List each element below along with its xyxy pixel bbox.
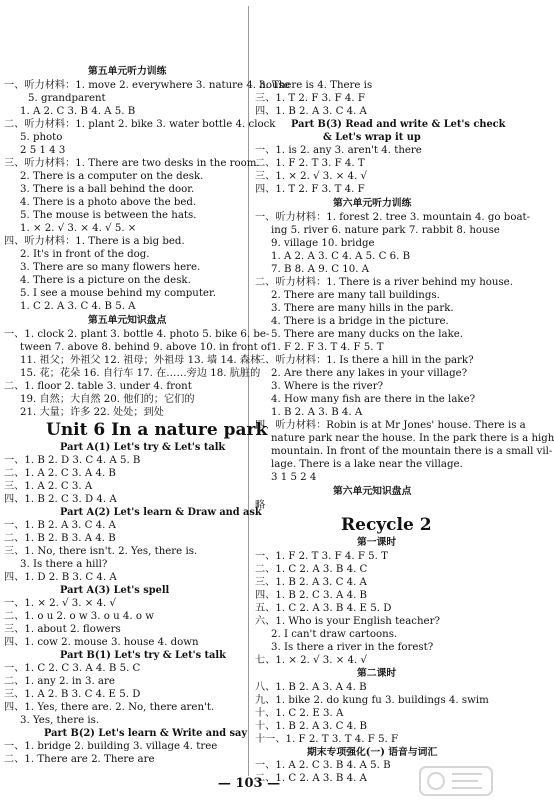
answer-line: 11. 祖父；外祖父 12. 祖母；外祖母 13. 墙 14. 森林 (20, 355, 261, 366)
section-title: 第六单元知识盘点 (333, 486, 412, 497)
unit-title: Unit 6 In a nature park (46, 420, 268, 440)
part-title: Part B(2) Let's learn & Write and say (44, 728, 248, 739)
part-title: Part A(1) Let's try & Let's talk (60, 442, 226, 453)
answer-line: 三、1. A 2. B 3. C 4. E 5. D (4, 689, 141, 700)
answer-line: lage. There is a lake near the village. (271, 459, 463, 470)
answer-line: 四、1. D 2. B 3. C 4. A (4, 572, 117, 583)
answer-line: 三、听力材料：1. There are two desks in the room. (4, 158, 260, 169)
answer-line: 2. It's in front of the dog. (20, 249, 150, 260)
answer-line: 3. Is there a hill? (20, 559, 108, 570)
section-title: 期末专项强化(一) 语音与词汇 (307, 747, 438, 758)
answer-line: 2. There is a computer on the desk. (20, 171, 204, 182)
answer-line: 二、1. B 2. B 3. A 4. B (4, 533, 116, 544)
watermark-logo-icon (418, 764, 494, 798)
answer-line: ing 5. river 6. nature park 7. rabbit 8. house (271, 225, 500, 236)
answer-line: 2. I can't draw cartoons. (271, 629, 398, 640)
answer-line: 四、1. B 2. C 3. A 4. B (255, 590, 368, 601)
answer-line: 二、1. o u 2. o w 3. o u 4. o w (4, 611, 154, 622)
page-number: — 103 — (217, 776, 281, 791)
answer-line: 1. A 2. A 3. C 4. A 5. C 6. B (271, 251, 411, 262)
part-title: Part A(3) Let's spell (60, 585, 170, 596)
answer-line: 二、1. floor 2. table 3. under 4. front (4, 381, 192, 392)
answer-line: 三、1. No, there isn't. 2. Yes, there is. (4, 546, 198, 557)
part-title: & Let's wrap it up (323, 132, 421, 143)
answer-line: tween 7. above 8. behind 9. above 10. in front of (20, 342, 271, 353)
answer-line: 5. I see a mouse behind my computer. (20, 288, 216, 299)
part-title: Part B(3) Read and write & Let's check (291, 119, 506, 130)
answer-line: 三、听力材料：1. Is there a hill in the park? (255, 355, 474, 366)
answer-line: 4. How many fish are there in the lake? (271, 394, 476, 405)
answer-line: 十、1. B 2. A 3. C 4. B (255, 721, 368, 732)
answer-line: 4. There is a photo above the bed. (20, 197, 197, 208)
section-title: 第五单元听力训练 (88, 66, 167, 77)
answer-line: 一、1. B 2. D 3. C 4. A 5. B (4, 455, 141, 466)
answer-line: 一、1. × 2. √ 3. × 4. √ (4, 598, 116, 609)
answer-line: 四、1. Yes, there are. 2. No, there aren't. (4, 702, 215, 713)
answer-line: 四、1. T 2. F 3. T 4. F (255, 184, 365, 195)
answer-line: 7. B 8. A 9. C 10. A (271, 264, 370, 275)
answer-line: 一、1. A 2. C 3. B 4. A 5. B (255, 760, 391, 771)
answer-line: 三、1. A 2. C 3. A (4, 481, 93, 492)
answer-line: 十一、1. F 2. T 3. T 4. F 5. F (255, 734, 399, 745)
recycle-title: Recycle 2 (341, 515, 432, 535)
answer-line: 2. There are many tall buildings. (271, 290, 440, 301)
answer-line: 二、1. C 2. A 3. B 4. A (255, 773, 367, 784)
answer-line: 三、1. T 2. F 3. F 4. F (255, 93, 365, 104)
answer-line: 十、1. C 2. E 3. A (255, 708, 344, 719)
part-title: Part A(2) Let's learn & Draw and ask (60, 507, 262, 518)
answer-line: nature park near the house. In the park there is a high (271, 433, 554, 444)
section-title: 第六单元听力训练 (333, 198, 412, 209)
answer-line: 1. F 2. F 3. T 4. F 5. T (271, 342, 384, 353)
answer-line: 四、1. cow 2. mouse 3. house 4. down (4, 637, 199, 648)
answer-line: 二、1. C 2. A 3. B 4. C (255, 564, 368, 575)
answer-line: 三、1. about 2. flowers (4, 624, 121, 635)
answer-line: mountain. In front of the mountain there is a small vil- (271, 446, 553, 457)
answer-line: 四、1. B 2. A 3. C 4. A (255, 106, 367, 117)
answer-line: 四、听力材料：Robin is at Mr Jones' house. There is a (255, 420, 526, 431)
answer-line: 2 5 1 4 3 (20, 145, 66, 156)
answer-line: 3. There are so many flowers here. (20, 262, 201, 273)
answer-line: 一、1. F 2. T 3. F 4. F 5. T (255, 551, 388, 562)
lesson-title: 第一课时 (357, 537, 397, 548)
answer-line: 一、1. B 2. A 3. C 4. A (4, 520, 116, 531)
answer-line: 3. Where is the river? (271, 381, 384, 392)
part-title: Part B(1) Let's try & Let's talk (60, 650, 226, 661)
answer-line: 二、1. any 2. in 3. are (4, 676, 115, 687)
answer-line: 五、1. C 2. A 3. B 4. E 5. D (255, 603, 392, 614)
answer-line: 4. There is a picture on the desk. (20, 275, 191, 286)
answer-line: 5. grandparent (28, 93, 106, 104)
answer-line: 19. 自然；大自然 20. 他们的；它们的 (20, 394, 195, 405)
answer-line: 3. There are many hills in the park. (271, 303, 454, 314)
answer-line: 二、听力材料：1. There is a river behind my house. (255, 277, 513, 288)
answer-line: 1. A 2. C 3. B 4. A 5. B (20, 106, 136, 117)
answer-line: 一、1. clock 2. plant 3. bottle 4. photo 5. bike 6. be- (4, 329, 270, 340)
answer-line: 一、1. bridge 2. building 3. village 4. tree (4, 741, 218, 752)
answer-line: 3. Yes, there is. (20, 715, 100, 726)
answer-line: 1. C 2. A 3. C 4. B 5. A (20, 301, 136, 312)
answer-line: 1. × 2. √ 3. × 4. √ 5. × (20, 223, 137, 234)
answer-line: 二、1. F 2. T 3. F 4. T (255, 158, 365, 169)
answer-line: 二、1. A 2. C 3. A 4. B (4, 468, 116, 479)
answer-line: 2. Are there any lakes in your village? (271, 368, 468, 379)
answer-line: 5. The mouse is between the hats. (20, 210, 197, 221)
answer-line: 二、听力材料：1. plant 2. bike 3. water bottle 4. clock (4, 119, 276, 130)
answer-line: 三、1. B 2. A 3. C 4. A (255, 577, 367, 588)
answer-line: 3. There is 4. There is (259, 80, 373, 91)
answer-line: 三、1. × 2. √ 3. × 4. √ (255, 171, 367, 182)
answer-line: 一、听力材料：1. forest 2. tree 3. mountain 4. go boat- (255, 212, 531, 223)
answer-line: 二、1. There are 2. There are (4, 754, 155, 765)
answer-line: 9. village 10. bridge (271, 238, 375, 249)
answer-line: 四、听力材料：1. There is a big bed. (4, 236, 185, 247)
answer-line: 四、1. B 2. C 3. D 4. A (4, 494, 117, 505)
answer-line: 一、1. is 2. any 3. aren't 4. there (255, 145, 422, 156)
answer-line: 一、听力材料：1. move 2. everywhere 3. nature 4. house (4, 80, 290, 91)
lesson-title: 第二课时 (357, 668, 397, 679)
answer-line: 八、1. B 2. A 3. A 4. B (255, 682, 367, 693)
answer-line: 21. 大量；许多 22. 处处；到处 (20, 407, 164, 418)
answer-line: 3. There is a ball behind the door. (20, 184, 195, 195)
answer-line: 5. There are many ducks on the lake. (271, 329, 464, 340)
answer-line: 15. 花；花朵 16. 自行车 17. 在……旁边 18. 肮脏的 (20, 368, 261, 379)
answer-line: 一、1. C 2. C 3. A 4. B 5. C (4, 663, 141, 674)
answer-line: 4. There is a bridge in the picture. (271, 316, 449, 327)
answer-line: 九、1. bike 2. do kung fu 3. buildings 4. swim (255, 695, 489, 706)
answer-line: 5. photo (20, 132, 63, 143)
answer-line: 3. Is there a river in the forest? (271, 642, 434, 653)
answer-line: 3 1 5 2 4 (271, 472, 317, 483)
answer-line: 略 (255, 500, 266, 511)
answer-line: 七、1. × 2. √ 3. × 4. √ (255, 655, 367, 666)
answer-line: 1. B 2. A 3. B 4. A (271, 407, 363, 418)
section-title: 第五单元知识盘点 (88, 315, 167, 326)
answer-line: 六、1. Who is your English teacher? (255, 616, 440, 627)
